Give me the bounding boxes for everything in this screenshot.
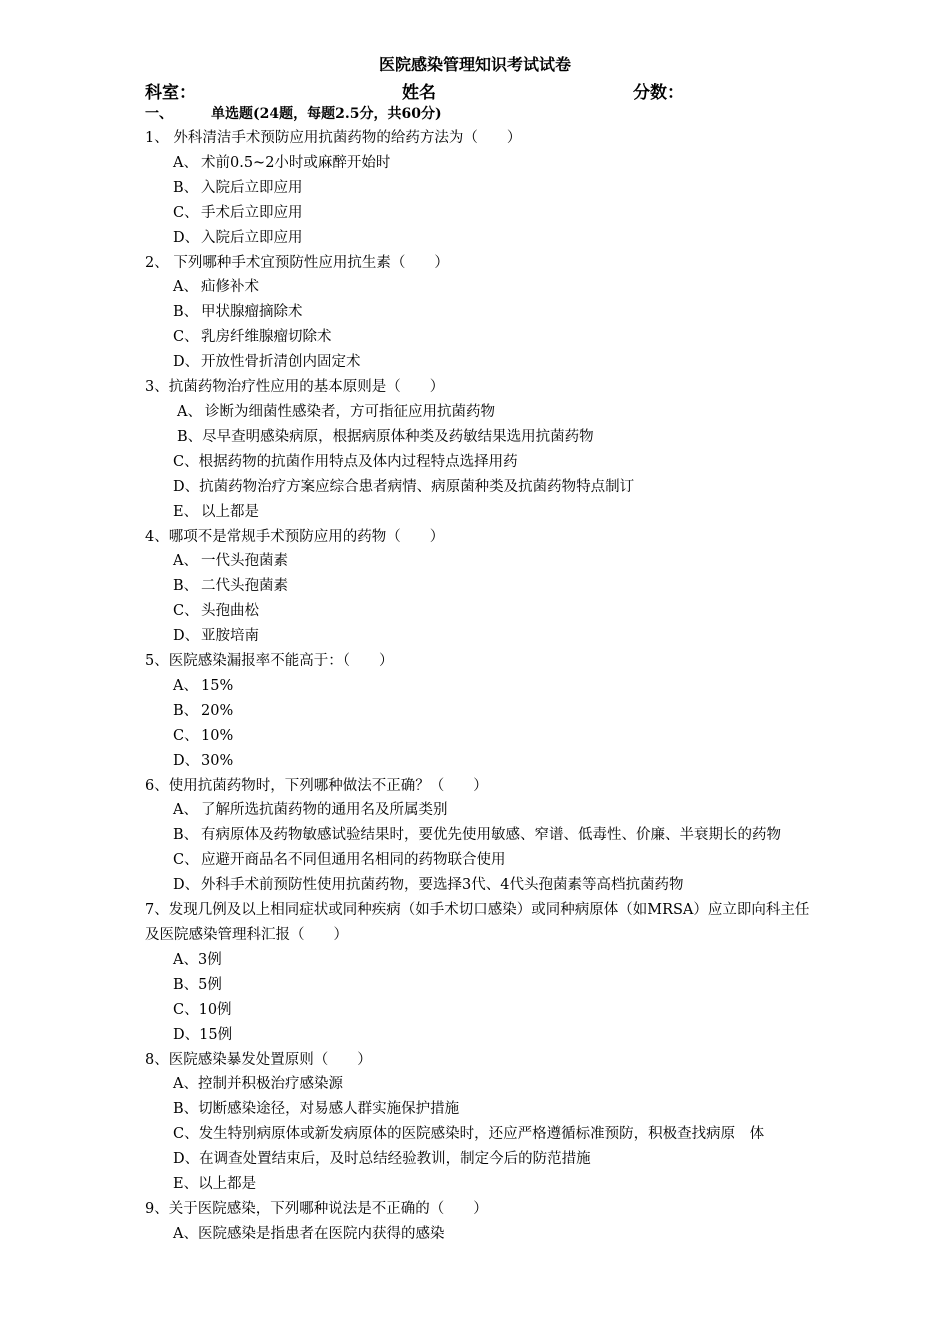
option-3a[interactable]: A、 诊断为细菌性感染者，方可指征应用抗菌药物 <box>177 403 495 420</box>
option-2d[interactable]: D、 开放性骨折清创内固定术 <box>173 354 361 371</box>
option-4b[interactable]: B、 二代头孢菌素 <box>173 578 288 595</box>
option-5d[interactable]: D、 30% <box>173 752 234 769</box>
question-9: 9、关于医院感染，下列哪种说法是不正确的（ ） <box>145 1200 488 1217</box>
option-8c[interactable]: C、发生特别病原体或新发病原体的医院感染时，还应严格遵循标准预防，积极查找病原 体 <box>173 1126 765 1143</box>
option-6d[interactable]: D、 外科手术前预防性使用抗菌药物，要选择3代、4代头孢菌素等高档抗菌药物 <box>173 877 684 894</box>
question-7: 7、发现几例及以上相同症状或同种疾病（如手术切口感染）或同种病原体（如MRSA）应立即向科主任及医院感染管理科汇报（ ） <box>145 902 810 943</box>
dept-label: 科室： <box>145 83 196 103</box>
section-label: 单选题(24题，每题2.5分，共60分) <box>211 106 442 122</box>
question-list <box>145 126 815 1247</box>
option-7c[interactable]: C、10例 <box>173 1001 232 1018</box>
option-8b[interactable]: B、切断感染途径，对易感人群实施保护措施 <box>173 1101 460 1118</box>
option-8e[interactable]: E、以上都是 <box>173 1176 257 1193</box>
option-5c[interactable]: C、 10% <box>173 727 234 744</box>
option-1d[interactable]: D、 入院后立即应用 <box>173 229 303 246</box>
option-3d[interactable]: D、抗菌药物治疗方案应综合患者病情、病原菌种类及抗菌药物特点制订 <box>173 478 635 495</box>
section-number: 一、 <box>145 106 173 122</box>
option-9a[interactable]: A、医院感染是指患者在医院内获得的感染 <box>173 1225 445 1242</box>
option-7b[interactable]: B、5例 <box>173 976 222 993</box>
question-3: 3、抗菌药物治疗性应用的基本原则是（ ） <box>145 379 445 396</box>
option-6b[interactable]: B、 有病原体及药物敏感试验结果时，要优先使用敏感、窄谱、低毒性、价廉、半衰期长的药物 <box>173 827 781 844</box>
option-3c[interactable]: C、根据药物的抗菌作用特点及体内过程特点选择用药 <box>173 453 518 470</box>
option-5a[interactable]: A、 15% <box>173 677 234 694</box>
option-1c[interactable]: C、 手术后立即应用 <box>173 204 303 221</box>
question-1: 1、 外科清洁手术预防应用抗菌药物的给药方法为（ ） <box>145 130 522 146</box>
option-1a[interactable]: A、 术前0.5~2小时或麻醉开始时 <box>173 154 391 171</box>
option-6c[interactable]: C、 应避开商品名不同但通用名相同的药物联合使用 <box>173 852 506 869</box>
score-label: 分数： <box>633 83 684 103</box>
page-title: 医院感染管理知识考试试卷 <box>378 55 571 74</box>
question-2: 2、 下列哪种手术宜预防性应用抗生素（ ） <box>145 254 449 271</box>
question-4: 4、哪项不是常规手术预防应用的药物（ ） <box>145 528 445 545</box>
option-2a[interactable]: A、 疝修补术 <box>173 279 259 296</box>
name-label: 姓名 <box>402 83 436 103</box>
option-3b[interactable]: B、尽早查明感染病原，根据病原体种类及药敏结果选用抗菌药物 <box>177 428 594 445</box>
option-1b[interactable]: B、 入院后立即应用 <box>173 179 303 196</box>
question-5: 5、医院感染漏报率不能高于：（ ） <box>145 653 394 670</box>
option-2c[interactable]: C、 乳房纤维腺瘤切除术 <box>173 329 332 346</box>
option-3e[interactable]: E、 以上都是 <box>173 503 259 520</box>
option-7a[interactable]: A、3例 <box>173 951 222 968</box>
option-4d[interactable]: D、 亚胺培南 <box>173 628 259 645</box>
option-6a[interactable]: A、 了解所选抗菌药物的通用名及所属类别 <box>173 802 448 819</box>
option-5b[interactable]: B、 20% <box>173 702 234 719</box>
option-8d[interactable]: D、在调查处置结束后，及时总结经验教训，制定今后的防范措施 <box>173 1151 591 1168</box>
option-2b[interactable]: B、 甲状腺瘤摘除术 <box>173 304 303 321</box>
question-8: 8、医院感染暴发处置原则（ ） <box>145 1051 372 1068</box>
option-4a[interactable]: A、 一代头孢菌素 <box>173 553 288 570</box>
option-7d[interactable]: D、15例 <box>173 1026 233 1043</box>
question-6: 6、使用抗菌药物时，下列哪种做法不正确？（ ） <box>145 777 488 794</box>
option-8a[interactable]: A、控制并积极治疗感染源 <box>173 1076 343 1093</box>
section-heading <box>145 103 442 123</box>
option-4c[interactable]: C、 头孢曲松 <box>173 603 259 620</box>
